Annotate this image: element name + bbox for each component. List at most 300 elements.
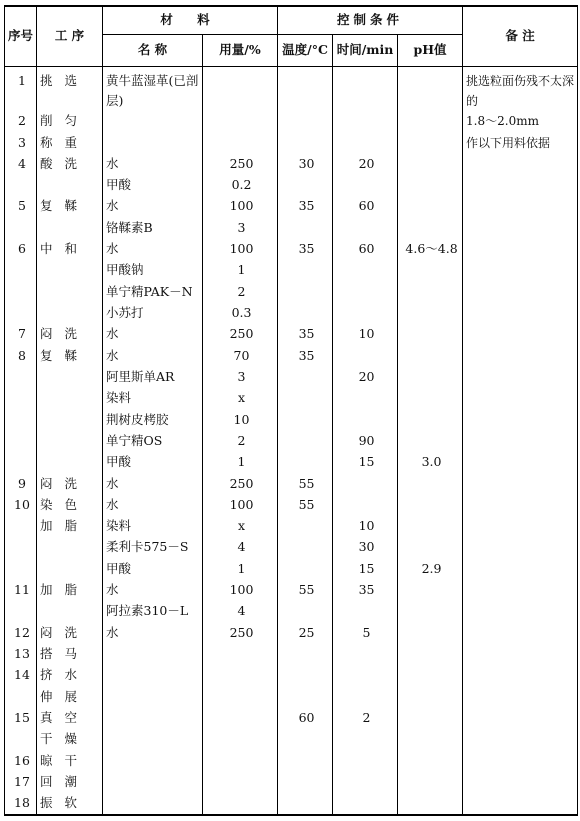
row-time-cell: 10	[333, 516, 398, 537]
row-ph-cell	[398, 516, 463, 537]
row-seq-cell	[5, 282, 37, 303]
row-step-cell	[37, 303, 103, 324]
row-ph-cell	[398, 644, 463, 665]
row-dose-cell: 0.2	[203, 175, 278, 196]
row-time-cell	[333, 260, 398, 281]
row-material-name-cell: 阿里斯单AR	[103, 367, 203, 388]
row-dose-cell	[203, 66, 278, 111]
row-seq-cell: 15	[5, 708, 37, 729]
row-time-cell: 35	[333, 580, 398, 601]
row-dose-cell: 2	[203, 431, 278, 452]
row-material-name-cell: 甲酸钠	[103, 260, 203, 281]
header-temperature: 温度/°C	[278, 34, 333, 66]
row-step-cell	[37, 282, 103, 303]
row-note-cell	[463, 601, 578, 622]
row-temperature-cell: 25	[278, 623, 333, 644]
row-time-cell	[333, 772, 398, 793]
row-material-name-cell: 水	[103, 324, 203, 345]
row-temperature-cell: 35	[278, 324, 333, 345]
row-dose-cell	[203, 729, 278, 750]
row-note-cell	[463, 644, 578, 665]
row-seq-cell	[5, 260, 37, 281]
row-step-cell: 搭马	[37, 644, 103, 665]
row-material-name-cell: 甲酸	[103, 559, 203, 580]
row-note-cell	[463, 388, 578, 409]
row-step-cell: 振软	[37, 793, 103, 815]
row-ph-cell	[398, 623, 463, 644]
row-step-cell	[37, 367, 103, 388]
table-row	[5, 623, 578, 644]
table-row	[5, 516, 578, 537]
row-ph-cell	[398, 154, 463, 175]
row-temperature-cell	[278, 218, 333, 239]
row-temperature-cell	[278, 665, 333, 686]
row-note-cell	[463, 154, 578, 175]
row-material-name-cell: 单宁精PAK－N	[103, 282, 203, 303]
row-note-cell	[463, 431, 578, 452]
table-row	[5, 559, 578, 580]
row-ph-cell	[398, 751, 463, 772]
row-time-cell	[333, 410, 398, 431]
row-material-name-cell	[103, 751, 203, 772]
row-dose-cell: 1	[203, 452, 278, 473]
row-temperature-cell	[278, 133, 333, 154]
row-note-cell: 挑选粒面伤残不太深的	[463, 66, 578, 111]
row-seq-cell: 3	[5, 133, 37, 154]
row-note-cell	[463, 580, 578, 601]
row-step-cell: 干燥	[37, 729, 103, 750]
row-step-cell: 加脂	[37, 580, 103, 601]
row-ph-cell	[398, 410, 463, 431]
row-seq-cell	[5, 303, 37, 324]
row-note-cell	[463, 495, 578, 516]
row-ph-cell: 2.9	[398, 559, 463, 580]
row-time-cell	[333, 388, 398, 409]
process-table-document	[4, 5, 577, 816]
row-time-cell	[333, 303, 398, 324]
row-time-cell	[333, 793, 398, 815]
table-row	[5, 601, 578, 622]
row-ph-cell	[398, 388, 463, 409]
row-temperature-cell	[278, 175, 333, 196]
table-row	[5, 431, 578, 452]
row-step-cell	[37, 452, 103, 473]
row-seq-cell	[5, 218, 37, 239]
header-step: 工 序	[37, 6, 103, 66]
row-temperature-cell: 30	[278, 154, 333, 175]
row-note-cell	[463, 537, 578, 558]
table-row	[5, 687, 578, 708]
row-step-cell: 闷洗	[37, 623, 103, 644]
table-row	[5, 474, 578, 495]
row-temperature-cell	[278, 452, 333, 473]
row-time-cell	[333, 644, 398, 665]
row-dose-cell: 250	[203, 324, 278, 345]
row-dose-cell: 4	[203, 537, 278, 558]
row-step-cell: 酸洗	[37, 154, 103, 175]
row-material-name-cell: 单宁精OS	[103, 431, 203, 452]
row-time-cell	[333, 601, 398, 622]
row-time-cell: 2	[333, 708, 398, 729]
row-seq-cell: 2	[5, 111, 37, 132]
table-row	[5, 154, 578, 175]
table-row	[5, 133, 578, 154]
row-time-cell	[333, 729, 398, 750]
row-dose-cell	[203, 687, 278, 708]
row-temperature-cell	[278, 751, 333, 772]
row-ph-cell	[398, 303, 463, 324]
row-ph-cell	[398, 133, 463, 154]
row-seq-cell: 11	[5, 580, 37, 601]
row-time-cell: 60	[333, 239, 398, 260]
row-ph-cell	[398, 793, 463, 815]
row-seq-cell	[5, 601, 37, 622]
row-material-name-cell: 黄牛蓝湿革(已剖层)	[103, 66, 203, 111]
row-note-cell	[463, 623, 578, 644]
row-material-name-cell: 水	[103, 154, 203, 175]
row-time-cell: 15	[333, 559, 398, 580]
row-note-cell: 1.8～2.0mm	[463, 111, 578, 132]
row-dose-cell: 100	[203, 495, 278, 516]
table-row	[5, 665, 578, 686]
row-temperature-cell	[278, 793, 333, 815]
header-control-conditions: 控制条件	[278, 6, 463, 34]
row-note-cell	[463, 772, 578, 793]
row-step-cell: 挑选	[37, 66, 103, 111]
row-step-cell: 称重	[37, 133, 103, 154]
row-temperature-cell	[278, 410, 333, 431]
row-material-name-cell: 水	[103, 474, 203, 495]
row-material-name-cell: 小苏打	[103, 303, 203, 324]
row-material-name-cell: 甲酸	[103, 175, 203, 196]
row-temperature-cell	[278, 516, 333, 537]
row-dose-cell: 70	[203, 346, 278, 367]
row-seq-cell: 4	[5, 154, 37, 175]
row-step-cell	[37, 559, 103, 580]
row-step-cell: 中和	[37, 239, 103, 260]
row-time-cell: 10	[333, 324, 398, 345]
row-note-cell	[463, 516, 578, 537]
row-note-cell	[463, 729, 578, 750]
table-row	[5, 410, 578, 431]
table-row	[5, 729, 578, 750]
row-seq-cell: 17	[5, 772, 37, 793]
row-seq-cell: 10	[5, 495, 37, 516]
row-step-cell: 复鞣	[37, 196, 103, 217]
header-seq: 序号	[5, 6, 37, 66]
row-step-cell: 真空	[37, 708, 103, 729]
process-table-body	[5, 66, 578, 815]
row-ph-cell	[398, 346, 463, 367]
row-note-cell: 作以下用料依据	[463, 133, 578, 154]
table-row	[5, 282, 578, 303]
row-step-cell: 伸展	[37, 687, 103, 708]
row-step-cell: 闷洗	[37, 324, 103, 345]
table-row	[5, 388, 578, 409]
row-step-cell	[37, 218, 103, 239]
header-materials: 材 料	[103, 6, 278, 34]
row-ph-cell	[398, 66, 463, 111]
row-note-cell	[463, 410, 578, 431]
row-material-name-cell	[103, 687, 203, 708]
row-dose-cell: 1	[203, 559, 278, 580]
row-dose-cell: 3	[203, 367, 278, 388]
row-step-cell: 回潮	[37, 772, 103, 793]
row-ph-cell	[398, 111, 463, 132]
row-ph-cell	[398, 708, 463, 729]
row-temperature-cell	[278, 303, 333, 324]
row-seq-cell	[5, 559, 37, 580]
row-note-cell	[463, 346, 578, 367]
row-ph-cell	[398, 687, 463, 708]
row-temperature-cell: 60	[278, 708, 333, 729]
row-step-cell: 削匀	[37, 111, 103, 132]
row-time-cell	[333, 751, 398, 772]
row-material-name-cell: 水	[103, 346, 203, 367]
row-step-cell: 复鞣	[37, 346, 103, 367]
row-ph-cell: 4.6～4.8	[398, 239, 463, 260]
row-time-cell: 5	[333, 623, 398, 644]
row-time-cell	[333, 665, 398, 686]
row-seq-cell: 12	[5, 623, 37, 644]
row-material-name-cell	[103, 793, 203, 815]
row-seq-cell: 9	[5, 474, 37, 495]
row-material-name-cell: 水	[103, 196, 203, 217]
row-seq-cell: 18	[5, 793, 37, 815]
row-material-name-cell	[103, 133, 203, 154]
row-temperature-cell	[278, 282, 333, 303]
row-dose-cell	[203, 644, 278, 665]
row-seq-cell	[5, 537, 37, 558]
row-dose-cell	[203, 793, 278, 815]
row-time-cell	[333, 175, 398, 196]
row-time-cell	[333, 495, 398, 516]
row-seq-cell: 5	[5, 196, 37, 217]
row-temperature-cell	[278, 729, 333, 750]
row-time-cell	[333, 133, 398, 154]
row-time-cell: 15	[333, 452, 398, 473]
row-note-cell	[463, 239, 578, 260]
row-time-cell: 20	[333, 367, 398, 388]
row-material-name-cell: 水	[103, 623, 203, 644]
row-seq-cell	[5, 410, 37, 431]
row-note-cell	[463, 665, 578, 686]
row-dose-cell: x	[203, 388, 278, 409]
row-seq-cell	[5, 175, 37, 196]
row-dose-cell: 10	[203, 410, 278, 431]
row-time-cell	[333, 474, 398, 495]
row-material-name-cell: 甲酸	[103, 452, 203, 473]
row-step-cell: 染色	[37, 495, 103, 516]
row-seq-cell: 1	[5, 66, 37, 111]
row-temperature-cell	[278, 367, 333, 388]
row-seq-cell: 13	[5, 644, 37, 665]
row-step-cell	[37, 601, 103, 622]
row-material-name-cell	[103, 708, 203, 729]
row-dose-cell: 250	[203, 623, 278, 644]
row-dose-cell: 250	[203, 154, 278, 175]
row-seq-cell	[5, 367, 37, 388]
header-note: 备 注	[463, 6, 578, 66]
table-row	[5, 495, 578, 516]
row-temperature-cell: 35	[278, 239, 333, 260]
row-ph-cell	[398, 260, 463, 281]
row-temperature-cell	[278, 388, 333, 409]
row-material-name-cell: 柔利卡575－S	[103, 537, 203, 558]
row-material-name-cell: 铬鞣素B	[103, 218, 203, 239]
row-seq-cell	[5, 516, 37, 537]
row-material-name-cell: 阿拉素310－L	[103, 601, 203, 622]
table-row	[5, 367, 578, 388]
header-material-name: 名 称	[103, 34, 203, 66]
row-step-cell	[37, 175, 103, 196]
table-row	[5, 66, 578, 111]
row-material-name-cell	[103, 772, 203, 793]
row-dose-cell	[203, 133, 278, 154]
row-note-cell	[463, 196, 578, 217]
row-note-cell	[463, 687, 578, 708]
table-row	[5, 772, 578, 793]
row-dose-cell	[203, 665, 278, 686]
row-ph-cell	[398, 729, 463, 750]
row-dose-cell	[203, 772, 278, 793]
row-time-cell	[333, 687, 398, 708]
header-time: 时间/min	[333, 34, 398, 66]
row-temperature-cell	[278, 537, 333, 558]
row-step-cell: 挤水	[37, 665, 103, 686]
row-dose-cell	[203, 708, 278, 729]
row-temperature-cell	[278, 559, 333, 580]
row-temperature-cell: 55	[278, 495, 333, 516]
table-row	[5, 196, 578, 217]
row-material-name-cell: 水	[103, 239, 203, 260]
row-dose-cell: 2	[203, 282, 278, 303]
row-temperature-cell	[278, 601, 333, 622]
row-temperature-cell: 55	[278, 580, 333, 601]
row-time-cell	[333, 282, 398, 303]
table-row	[5, 260, 578, 281]
table-row	[5, 751, 578, 772]
row-time-cell: 30	[333, 537, 398, 558]
row-note-cell	[463, 303, 578, 324]
table-row	[5, 111, 578, 132]
row-ph-cell	[398, 537, 463, 558]
row-dose-cell: 100	[203, 196, 278, 217]
row-note-cell	[463, 260, 578, 281]
row-time-cell: 60	[333, 196, 398, 217]
row-temperature-cell	[278, 772, 333, 793]
row-ph-cell	[398, 580, 463, 601]
table-row	[5, 537, 578, 558]
row-step-cell: 晾干	[37, 751, 103, 772]
row-temperature-cell	[278, 66, 333, 111]
row-ph-cell	[398, 474, 463, 495]
row-ph-cell: 3.0	[398, 452, 463, 473]
row-material-name-cell: 染料	[103, 516, 203, 537]
row-seq-cell	[5, 431, 37, 452]
row-step-cell	[37, 388, 103, 409]
table-row	[5, 708, 578, 729]
process-table	[4, 5, 578, 816]
row-step-cell: 闷洗	[37, 474, 103, 495]
row-dose-cell: 3	[203, 218, 278, 239]
table-row	[5, 346, 578, 367]
row-material-name-cell	[103, 665, 203, 686]
row-material-name-cell: 染料	[103, 388, 203, 409]
row-step-cell	[37, 537, 103, 558]
row-note-cell	[463, 282, 578, 303]
row-ph-cell	[398, 495, 463, 516]
row-temperature-cell: 55	[278, 474, 333, 495]
row-step-cell	[37, 431, 103, 452]
row-ph-cell	[398, 218, 463, 239]
row-note-cell	[463, 452, 578, 473]
row-ph-cell	[398, 772, 463, 793]
table-row	[5, 175, 578, 196]
row-seq-cell	[5, 452, 37, 473]
row-time-cell	[333, 111, 398, 132]
row-note-cell	[463, 751, 578, 772]
row-seq-cell: 6	[5, 239, 37, 260]
row-ph-cell	[398, 324, 463, 345]
row-note-cell	[463, 793, 578, 815]
header-dose: 用量/%	[203, 34, 278, 66]
header-ph: pH值	[398, 34, 463, 66]
row-material-name-cell	[103, 644, 203, 665]
row-time-cell	[333, 66, 398, 111]
row-dose-cell: 100	[203, 239, 278, 260]
row-seq-cell: 14	[5, 665, 37, 686]
row-time-cell	[333, 218, 398, 239]
row-seq-cell	[5, 729, 37, 750]
table-row	[5, 452, 578, 473]
row-seq-cell: 7	[5, 324, 37, 345]
row-time-cell: 20	[333, 154, 398, 175]
row-ph-cell	[398, 282, 463, 303]
row-ph-cell	[398, 367, 463, 388]
row-note-cell	[463, 218, 578, 239]
row-temperature-cell	[278, 644, 333, 665]
row-dose-cell: 100	[203, 580, 278, 601]
table-row	[5, 218, 578, 239]
row-step-cell	[37, 410, 103, 431]
row-temperature-cell	[278, 431, 333, 452]
table-row	[5, 239, 578, 260]
table-row	[5, 303, 578, 324]
row-time-cell: 90	[333, 431, 398, 452]
row-dose-cell: 0.3	[203, 303, 278, 324]
row-material-name-cell: 水	[103, 580, 203, 601]
table-row	[5, 580, 578, 601]
row-ph-cell	[398, 196, 463, 217]
table-row	[5, 324, 578, 345]
row-seq-cell: 8	[5, 346, 37, 367]
row-ph-cell	[398, 665, 463, 686]
table-row	[5, 793, 578, 815]
row-step-cell	[37, 260, 103, 281]
row-ph-cell	[398, 175, 463, 196]
row-dose-cell: x	[203, 516, 278, 537]
row-seq-cell: 16	[5, 751, 37, 772]
row-temperature-cell	[278, 687, 333, 708]
row-material-name-cell: 水	[103, 495, 203, 516]
row-ph-cell	[398, 601, 463, 622]
row-note-cell	[463, 175, 578, 196]
row-step-cell: 加脂	[37, 516, 103, 537]
row-material-name-cell	[103, 111, 203, 132]
row-dose-cell	[203, 751, 278, 772]
row-dose-cell	[203, 111, 278, 132]
